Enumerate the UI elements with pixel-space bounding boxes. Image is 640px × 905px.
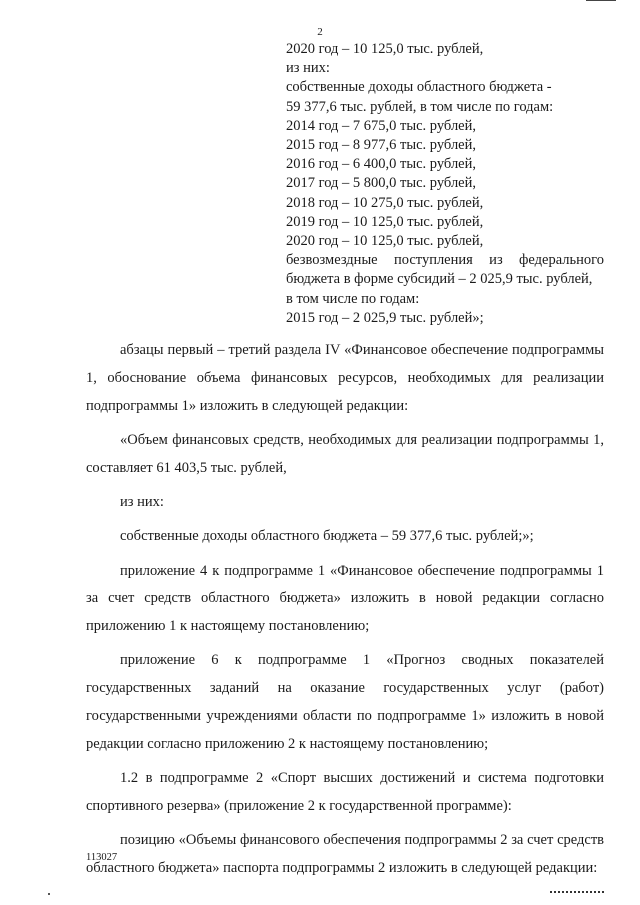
scan-edge-mark-bottom	[550, 891, 604, 893]
document-code: 113027	[86, 852, 118, 863]
funding-line: собственные доходы областного бюджета -	[286, 79, 552, 96]
scan-edge-mark	[586, 0, 616, 5]
paragraph: абзацы первый – третий раздела IV «Финансовое обеспечение подпрограммы 1, обоснование объема финансовых ресурсов, необходимых для реализации подпрограммы 1» изложить в следующей редакции:	[86, 342, 604, 414]
paragraph: из них:	[120, 493, 164, 510]
funding-line: 2017 год – 5 800,0 тыс. рублей,	[286, 175, 477, 192]
paragraph: 1.2 в подпрограмме 2 «Спорт высших достижений и система подготовки спортивного резерва» (приложение 2 к государственной программе):	[86, 770, 604, 814]
funding-line: из них:	[286, 60, 330, 77]
funding-line: 2014 год – 7 675,0 тыс. рублей,	[286, 117, 477, 134]
paragraph: позицию «Объемы финансового обеспечения подпрограммы 2 за счет средств областного бюджета» паспорта подпрограммы 2 изложить в следующей редакции:	[86, 832, 604, 877]
funding-line: 2020 год – 10 125,0 тыс. рублей,	[286, 233, 484, 250]
funding-line: 2015 год – 8 977,6 тыс. рублей,	[286, 137, 477, 154]
paragraph: собственные доходы областного бюджета – 59 377,6 тыс. рублей;»;	[120, 528, 534, 545]
funding-line: безвозмездные поступления из федерального бюджета в форме субсидий – 2 025,9 тыс. рублей,	[286, 252, 604, 288]
funding-line: 2020 год – 10 125,0 тыс. рублей,	[286, 41, 484, 57]
page-number: 2	[317, 26, 323, 38]
scan-speck	[48, 893, 50, 895]
funding-line: 2015 год – 2 025,9 тыс. рублей»;	[286, 309, 484, 326]
body-text	[86, 337, 604, 889]
funding-line: 59 377,6 тыс. рублей, в том числе по годам:	[286, 98, 554, 115]
funding-line: 2018 год – 10 275,0 тыс. рублей,	[286, 194, 484, 211]
funding-line: в том числе по годам:	[286, 290, 420, 307]
funding-line: 2019 год – 10 125,0 тыс. рублей,	[286, 213, 484, 230]
paragraph: «Объем финансовых средств, необходимых для реализации подпрограммы 1, составляет 61 403,5 тыс. рублей,	[86, 431, 604, 476]
paragraph: приложение 6 к подпрограмме 1 «Прогноз сводных показателей государственных заданий на оказание государственных услуг (работ) государственными учреждениями области по подпрограмме 1» изложить в новой редакции согласно приложению 2 к настоящему постановлению;	[86, 652, 604, 752]
funding-block	[286, 40, 604, 328]
funding-line: 2016 год – 6 400,0 тыс. рублей,	[286, 156, 477, 173]
paragraph: приложение 4 к подпрограмме 1 «Финансовое обеспечение подпрограммы 1 за счет средств областного бюджета» изложить в новой редакции согласно приложению 1 к настоящему постановлению;	[86, 562, 604, 635]
